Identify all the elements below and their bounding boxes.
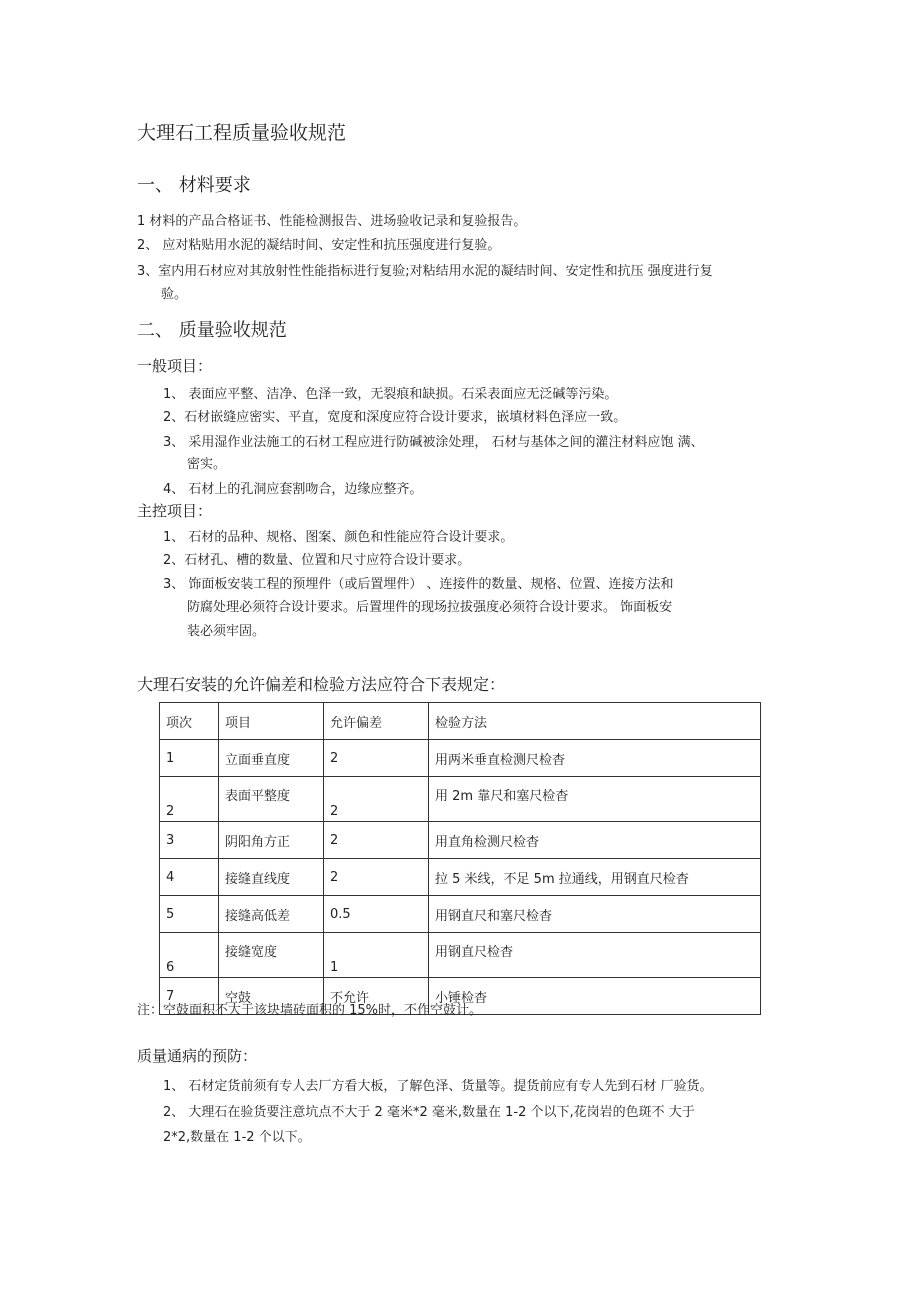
table-row	[160, 777, 761, 822]
table-row	[160, 740, 761, 777]
list-item: 3、 采用湿作业法施工的石材工程应进行防碱被涂处理， 石材与基体之间的灌注材料应饱 满、	[163, 435, 704, 450]
list-item: 2、 大理石在验货要注意坑点不大于 2 毫米*2 毫米,数量在 1-2 个以下,花岗岩的色斑不 大于	[163, 1105, 695, 1120]
table-cell: 2	[324, 777, 429, 822]
header-cell: 检验方法	[429, 703, 761, 740]
table-row	[160, 933, 761, 978]
list-item: 2、 应对粘贴用水泥的凝结时间、安定性和抗压强度进行复验。	[137, 238, 501, 253]
table-cell: 空鼓	[219, 978, 324, 1015]
table-cell: 表面平整度	[219, 777, 324, 822]
table-cell: 2	[324, 822, 429, 859]
list-item: 1 材料的产品合格证书、性能检测报告、进场验收记录和复验报告。	[137, 214, 527, 229]
section2-heading: 二、 质量验收规范	[137, 320, 287, 341]
page-title: 大理石工程质量验收规范	[137, 122, 347, 144]
table-cell: 0.5	[324, 896, 429, 933]
table-cell: 不允许	[324, 978, 429, 1015]
table-cell: 7	[160, 978, 219, 1015]
list-item: 2、石材嵌缝应密实、平直，宽度和深度应符合设计要求，嵌填材料色泽应一致。	[163, 410, 627, 425]
table-cell: 用两米垂直检测尺检杳	[429, 740, 761, 777]
list-item: 1、 石材的品种、规格、图案、颜色和性能应符合设计要求。	[163, 530, 514, 545]
general-items-label: 一般项目：	[137, 357, 213, 375]
table-cell: 用直角检测尺检杳	[429, 822, 761, 859]
table-cell: 2	[160, 777, 219, 822]
list-item: 2、石材孔、槽的数量、位置和尺寸应符合设计要求。	[163, 553, 471, 568]
list-item: 3、室内用石材应对其放射性性能指标进行复验;对粘结用水泥的凝结时间、安定性和抗压 强度进行复	[137, 264, 713, 279]
prevention-label: 质量通病的预防：	[137, 1047, 258, 1065]
table-cell: 用钢直尺检杳	[429, 933, 761, 978]
table-cell: 2	[324, 859, 429, 896]
table-cell: 用钢直尺和塞尺检杳	[429, 896, 761, 933]
table-row	[160, 859, 761, 896]
section1-heading: 一、 材料要求	[137, 175, 251, 196]
table-cell: 6	[160, 933, 219, 978]
table-cell: 接缝直线度	[219, 859, 324, 896]
table-cell: 用 2m 靠尺和塞尺检杳	[429, 777, 761, 822]
table-cell: 小锤检杳	[429, 978, 761, 1015]
list-item-continuation: 2*2,数量在 1-2 个以下。	[163, 1130, 311, 1145]
header-cell: 允许偏差	[324, 703, 429, 740]
list-item-continuation: 验。	[161, 287, 188, 302]
table-cell: 1	[160, 740, 219, 777]
list-item-continuation: 防腐处理必须符合设计要求。后置埋件的现场拉拔强度必须符合设计要求。 饰面板安	[187, 600, 673, 615]
table-cell: 2	[324, 740, 429, 777]
main-items-label: 主控项目：	[137, 502, 213, 520]
table-cell: 立面垂直度	[219, 740, 324, 777]
table-cell: 拉 5 米线，不足 5m 拉通线，用钢直尺检杳	[429, 859, 761, 896]
table-cell: 3	[160, 822, 219, 859]
table-cell: 接缝宽度	[219, 933, 324, 978]
table-title: 大理石安装的允许偏差和检验方法应符合下表规定：	[137, 675, 506, 694]
list-item: 1、 表面应平整、洁净、色泽一致，无裂痕和缺损。石采表面应无泛碱等污染。	[163, 387, 618, 402]
table-cell: 4	[160, 859, 219, 896]
header-cell: 项次	[160, 703, 219, 740]
list-item-continuation: 装必须牢固。	[187, 624, 266, 639]
list-item-continuation: 密实。	[187, 457, 227, 472]
table-cell: 阴阳角方正	[219, 822, 324, 859]
list-item: 3、 饰面板安装工程的预埋件（或后置埋件） 、连接件的数量、规格、位置、连接方法和	[163, 577, 674, 592]
table-row	[160, 822, 761, 859]
deviation-table	[159, 702, 761, 1015]
table-header-row	[160, 703, 761, 740]
table-row	[160, 896, 761, 933]
table-cell: 接缝高低差	[219, 896, 324, 933]
list-item: 4、 石材上的孔洞应套割吻合，边缘应整齐。	[163, 482, 423, 497]
header-cell: 项目	[219, 703, 324, 740]
table-cell: 5	[160, 896, 219, 933]
list-item: 1、 石材定货前须有专人去厂方看大板，了解色泽、货量等。提货前应有专人先到石材 厂验货。	[163, 1079, 713, 1094]
table-note: 注：空鼓面积不大于该块墙砖面积的 15%时，不作空鼓计。	[137, 1003, 483, 1018]
table-cell: 1	[324, 933, 429, 978]
